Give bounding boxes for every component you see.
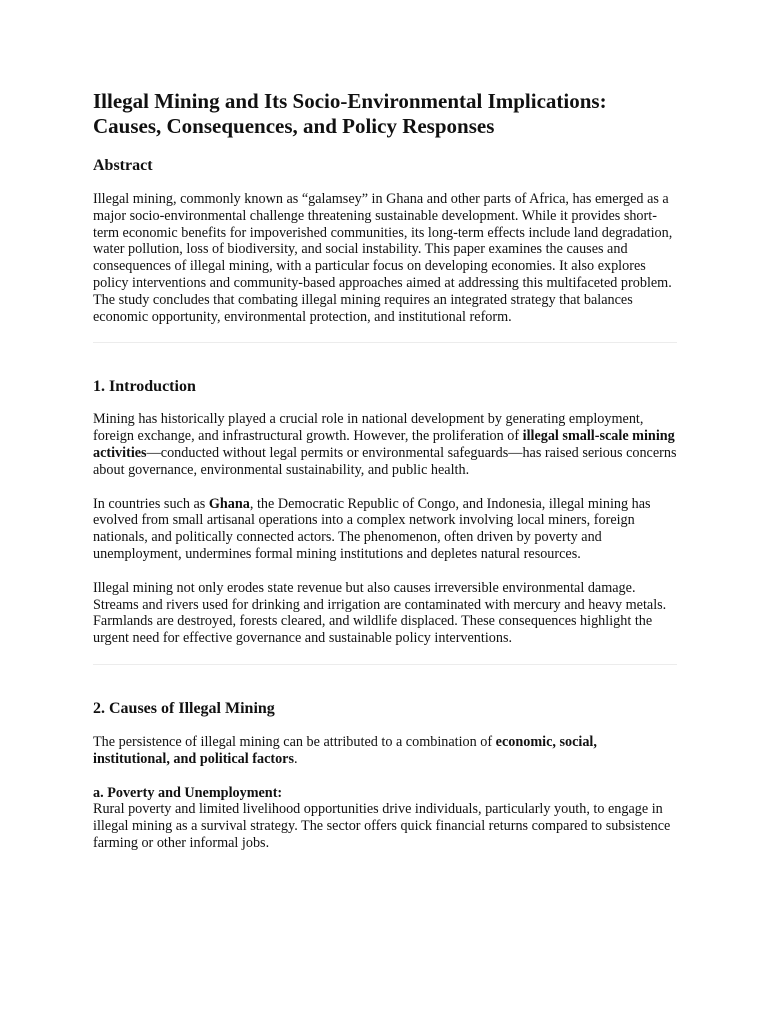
introduction-paragraph-3: Illegal mining not only erodes state revenue but also causes irreversible environmental damage. Streams and rivers used for drinking and irrigation are contaminated with mercury and heavy metals. Farmlands are destroyed, forests cleared, and wildlife displaced. These consequences highlight the urgent need for effective governance and sustainable policy interventions. [93, 579, 667, 647]
introduction-paragraph-1 [93, 411, 677, 478]
subsection-paragraph-poverty: Rural poverty and limited livelihood opportunities drive individuals, particularly youth, to engage in illegal mining as a survival strategy. The sector offers quick financial returns compared to subsistence farming or other informal jobs. [93, 801, 671, 851]
text-span: The persistence of illegal mining can be attributed to a combination of [93, 733, 496, 750]
bold-phrase: illegal small-scale mining activities [93, 428, 675, 461]
bold-phrase: Ghana [208, 495, 250, 512]
text-span: , the Democratic Republic of Congo, and Indonesia, illegal mining has evolved from small artisanal operations into a complex network involving local miners, foreign nationals, and politically connected actors. The phenomenon, often driven by poverty and unemployment, undermines formal mining institutions and depletes natural resources. [93, 495, 651, 562]
introduction-heading: 1. Introduction [93, 378, 196, 396]
abstract-paragraph: Illegal mining, commonly known as “galamsey” in Ghana and other parts of Africa, has emerged as a major socio-environmental challenge threatening sustainable development. While it provides short-term economic benefits for impoverished communities, its long-term effects include land degradation, water pollution, loss of biodiversity, and social instability. This paper examines the causes and consequences of illegal mining, with a particular focus on developing economies. It also explores policy interventions and community-based approaches aimed at addressing this multifaceted problem. The study concludes that combating illegal mining requires an integrated strategy that balances economic opportunity, environmental protection, and institutional reform. [93, 191, 673, 325]
section-divider [93, 664, 677, 665]
bold-phrase: economic, social, institutional, and political factors [93, 733, 597, 767]
text-span: In countries such as [93, 495, 209, 512]
subsection-heading-poverty: a. Poverty and Unemployment: [93, 784, 283, 801]
text-span: . [294, 750, 298, 767]
introduction-paragraph-2 [93, 496, 677, 563]
causes-paragraph-1 [93, 734, 677, 768]
document-title: Illegal Mining and Its Socio-Environmental Implications: Causes, Consequences, and Policy Responses [93, 89, 607, 138]
section-divider [93, 342, 677, 343]
text-span: Mining has historically played a crucial role in national development by generating employment, foreign exchange, and infrastructural growth. However, the proliferation of [93, 411, 644, 445]
abstract-heading: Abstract [93, 157, 153, 174]
document-page [93, 84, 677, 852]
text-span: —conducted without legal permits or environmental safeguards—has raised serious concerns about governance, environmental sustainability, and public health. [93, 444, 677, 478]
causes-heading: 2. Causes of Illegal Mining [93, 699, 275, 717]
